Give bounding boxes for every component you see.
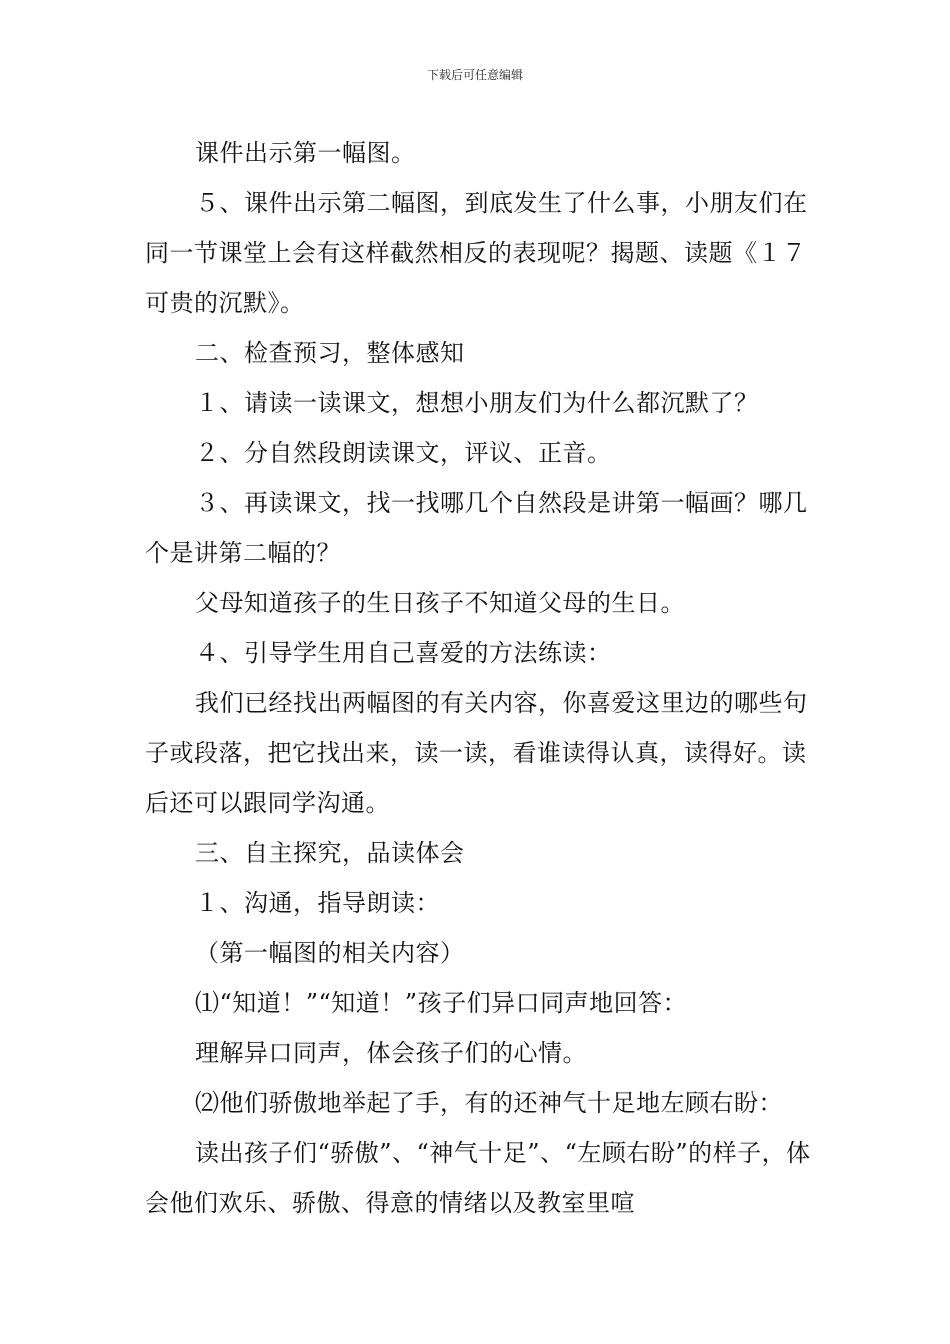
paragraph: 读出孩子们“骄傲”、“神气十足”、“左顾右盼”的样子，体会他们欢乐、骄傲、得意的情绪以及教室里喧 [145,1139,811,1217]
paragraph: 父母知道孩子的生日孩子不知道父母的生日。 [195,589,685,617]
page-header: 下载后可任意编辑 [426,68,523,82]
paragraph: （第一幅图的相关内容） [195,939,465,967]
paragraph: 理解异口同声，体会孩子们的心情。 [195,1039,587,1067]
paragraph: 课件出示第一幅图。 [195,139,416,167]
paragraph: ２、分自然段朗读课文，评议、正音。 [195,439,612,467]
paragraph: １、请读一读课文，想想小朋友们为什么都沉默了？ [195,389,759,417]
paragraph: ３、再读课文，找一找哪几个自然段是讲第一幅画？哪几个是讲第二幅的？ [145,489,808,567]
section-heading: 三、自主探究，品读体会 [195,839,465,867]
section-heading: 二、检查预习，整体感知 [195,339,465,367]
paragraph: 我们已经找出两幅图的有关内容，你喜爱这里边的哪些句子或段落，把它找出来，读一读，看谁读得认真，读得好。读后还可以跟同学沟通。 [145,689,808,817]
paragraph: ⑵他们骄傲地举起了手，有的还神气十足地左顾右盼： [195,1089,783,1117]
paragraph: ⑴“知道！”“知道！”孩子们异口同声地回答： [195,989,688,1017]
paragraph: ５、课件出示第二幅图，到底发生了什么事，小朋友们在同一节课堂上会有这样截然相反的表现呢？揭题、读题《１７可贵的沉默》。 [145,189,808,317]
paragraph: １、沟通，指导朗读： [195,889,440,917]
document-body [145,128,815,1228]
paragraph: ４、引导学生用自己喜爱的方法练读： [195,639,612,667]
